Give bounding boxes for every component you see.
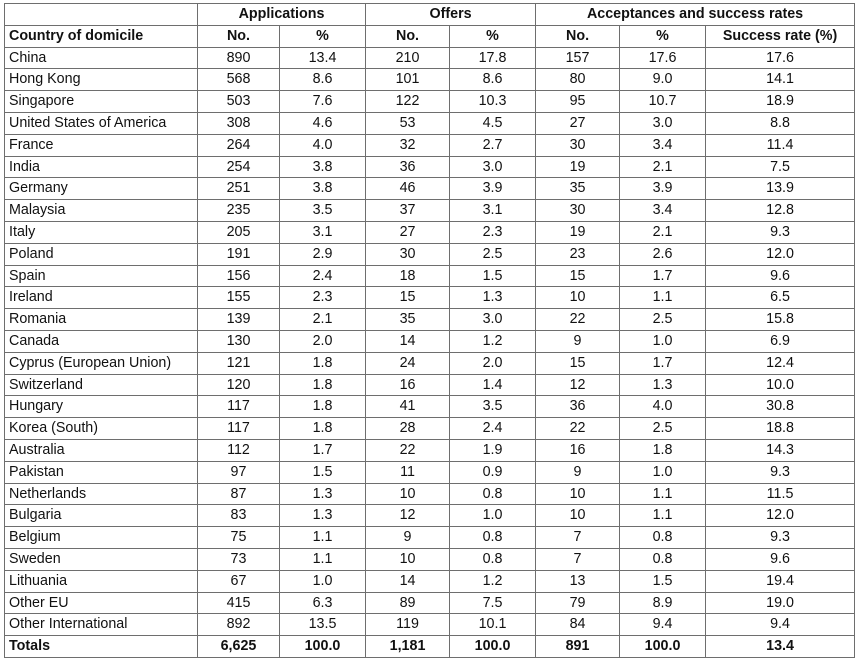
off-pct-cell: 1.3 — [450, 287, 536, 309]
acc-no-cell: 7 — [536, 548, 620, 570]
success-rate-cell: 18.9 — [706, 91, 855, 113]
acc-no-cell: 15 — [536, 265, 620, 287]
table-row — [5, 287, 855, 309]
app-pct-cell: 3.8 — [280, 178, 366, 200]
acc-pct-cell: 3.0 — [620, 112, 706, 134]
table-row — [5, 570, 855, 592]
acc-no-cell: 30 — [536, 200, 620, 222]
country-cell: Netherlands — [5, 483, 198, 505]
country-cell: Other EU — [5, 592, 198, 614]
off-pct-cell: 7.5 — [450, 592, 536, 614]
country-cell: Belgium — [5, 527, 198, 549]
totals-success-rate: 13.4 — [706, 636, 855, 658]
totals-off-no: 1,181 — [366, 636, 450, 658]
acc-pct-cell: 8.9 — [620, 592, 706, 614]
country-cell: Cyprus (European Union) — [5, 352, 198, 374]
success-rate-cell: 13.9 — [706, 178, 855, 200]
off-no-cell: 10 — [366, 483, 450, 505]
off-no-cell: 12 — [366, 505, 450, 527]
acc-no-cell: 79 — [536, 592, 620, 614]
acc-pct-header: % — [620, 25, 706, 47]
applications-group-header: Applications — [198, 4, 366, 26]
table-row — [5, 265, 855, 287]
app-no-cell: 205 — [198, 221, 280, 243]
app-pct-cell: 13.5 — [280, 614, 366, 636]
off-no-cell: 18 — [366, 265, 450, 287]
app-no-cell: 254 — [198, 156, 280, 178]
off-no-cell: 22 — [366, 439, 450, 461]
country-cell: Canada — [5, 330, 198, 352]
acc-no-cell: 10 — [536, 287, 620, 309]
acc-no-cell: 16 — [536, 439, 620, 461]
off-pct-cell: 2.7 — [450, 134, 536, 156]
table-row — [5, 505, 855, 527]
success-rate-cell: 18.8 — [706, 418, 855, 440]
country-cell: India — [5, 156, 198, 178]
totals-row — [5, 636, 855, 658]
success-rate-cell: 9.6 — [706, 548, 855, 570]
success-rate-cell: 7.5 — [706, 156, 855, 178]
app-pct-cell: 3.5 — [280, 200, 366, 222]
app-pct-cell: 2.9 — [280, 243, 366, 265]
acc-no-cell: 12 — [536, 374, 620, 396]
country-cell: Singapore — [5, 91, 198, 113]
acc-pct-cell: 2.5 — [620, 309, 706, 331]
country-cell: Sweden — [5, 548, 198, 570]
table-row — [5, 352, 855, 374]
off-no-cell: 14 — [366, 330, 450, 352]
acc-no-cell: 22 — [536, 309, 620, 331]
acc-no-cell: 36 — [536, 396, 620, 418]
off-pct-cell: 2.5 — [450, 243, 536, 265]
acc-no-cell: 157 — [536, 47, 620, 69]
app-pct-cell: 2.1 — [280, 309, 366, 331]
success-rate-cell: 12.0 — [706, 243, 855, 265]
app-pct-cell: 4.0 — [280, 134, 366, 156]
off-pct-cell: 0.8 — [450, 527, 536, 549]
off-pct-cell: 10.1 — [450, 614, 536, 636]
app-no-cell: 139 — [198, 309, 280, 331]
acc-no-cell: 19 — [536, 156, 620, 178]
applications-table — [4, 3, 855, 658]
app-no-cell: 156 — [198, 265, 280, 287]
acc-pct-cell: 9.4 — [620, 614, 706, 636]
table-row — [5, 91, 855, 113]
off-no-cell: 35 — [366, 309, 450, 331]
table-row — [5, 69, 855, 91]
app-pct-cell: 1.1 — [280, 527, 366, 549]
app-no-cell: 191 — [198, 243, 280, 265]
acc-pct-cell: 4.0 — [620, 396, 706, 418]
app-no-cell: 75 — [198, 527, 280, 549]
success-rate-cell: 9.6 — [706, 265, 855, 287]
success-rate-cell: 9.3 — [706, 221, 855, 243]
app-no-cell: 117 — [198, 418, 280, 440]
success-rate-cell: 6.9 — [706, 330, 855, 352]
country-cell: Australia — [5, 439, 198, 461]
table-row — [5, 178, 855, 200]
off-pct-cell: 3.0 — [450, 156, 536, 178]
app-pct-cell: 3.1 — [280, 221, 366, 243]
app-pct-cell: 1.5 — [280, 461, 366, 483]
success-rate-cell: 8.8 — [706, 112, 855, 134]
off-pct-cell: 3.5 — [450, 396, 536, 418]
off-pct-cell: 17.8 — [450, 47, 536, 69]
acc-no-cell: 23 — [536, 243, 620, 265]
acc-no-cell: 80 — [536, 69, 620, 91]
app-no-cell: 155 — [198, 287, 280, 309]
off-pct-cell: 0.8 — [450, 548, 536, 570]
success-rate-cell: 9.4 — [706, 614, 855, 636]
table-row — [5, 527, 855, 549]
off-no-cell: 24 — [366, 352, 450, 374]
acc-no-cell: 19 — [536, 221, 620, 243]
success-rate-cell: 12.8 — [706, 200, 855, 222]
offers-group-header: Offers — [366, 4, 536, 26]
off-pct-cell: 3.0 — [450, 309, 536, 331]
off-no-cell: 119 — [366, 614, 450, 636]
success-rate-cell: 11.4 — [706, 134, 855, 156]
app-no-cell: 97 — [198, 461, 280, 483]
table-row — [5, 330, 855, 352]
success-rate-cell: 11.5 — [706, 483, 855, 505]
country-cell: China — [5, 47, 198, 69]
table-row — [5, 374, 855, 396]
off-pct-header: % — [450, 25, 536, 47]
app-no-cell: 117 — [198, 396, 280, 418]
app-pct-cell: 1.1 — [280, 548, 366, 570]
acc-no-cell: 10 — [536, 505, 620, 527]
app-no-cell: 130 — [198, 330, 280, 352]
acc-pct-cell: 2.6 — [620, 243, 706, 265]
table-row — [5, 439, 855, 461]
table-row — [5, 418, 855, 440]
app-no-cell: 251 — [198, 178, 280, 200]
off-pct-cell: 8.6 — [450, 69, 536, 91]
totals-app-pct: 100.0 — [280, 636, 366, 658]
app-no-header: No. — [198, 25, 280, 47]
totals-label: Totals — [5, 636, 198, 658]
off-no-cell: 30 — [366, 243, 450, 265]
country-cell: Lithuania — [5, 570, 198, 592]
off-no-cell: 46 — [366, 178, 450, 200]
app-no-cell: 503 — [198, 91, 280, 113]
app-pct-cell: 2.4 — [280, 265, 366, 287]
acc-pct-cell: 1.0 — [620, 461, 706, 483]
app-no-cell: 83 — [198, 505, 280, 527]
acc-no-cell: 35 — [536, 178, 620, 200]
off-pct-cell: 10.3 — [450, 91, 536, 113]
acc-pct-cell: 1.7 — [620, 352, 706, 374]
country-cell: United States of America — [5, 112, 198, 134]
country-cell: Germany — [5, 178, 198, 200]
country-cell: Hong Kong — [5, 69, 198, 91]
country-cell: Switzerland — [5, 374, 198, 396]
acc-pct-cell: 1.1 — [620, 287, 706, 309]
acc-pct-cell: 9.0 — [620, 69, 706, 91]
acc-no-cell: 9 — [536, 330, 620, 352]
success-rate-cell: 30.8 — [706, 396, 855, 418]
table-row — [5, 309, 855, 331]
app-pct-cell: 7.6 — [280, 91, 366, 113]
off-pct-cell: 0.8 — [450, 483, 536, 505]
column-header-row — [5, 25, 855, 47]
blank-header-cell — [5, 4, 198, 26]
acc-pct-cell: 1.7 — [620, 265, 706, 287]
acc-pct-cell: 1.3 — [620, 374, 706, 396]
acc-pct-cell: 0.8 — [620, 527, 706, 549]
success-rate-cell: 12.0 — [706, 505, 855, 527]
off-pct-cell: 1.4 — [450, 374, 536, 396]
off-pct-cell: 1.2 — [450, 330, 536, 352]
off-no-cell: 101 — [366, 69, 450, 91]
app-no-cell: 235 — [198, 200, 280, 222]
country-cell: Spain — [5, 265, 198, 287]
acc-pct-cell: 1.1 — [620, 483, 706, 505]
acc-no-cell: 13 — [536, 570, 620, 592]
table-row — [5, 483, 855, 505]
app-no-cell: 112 — [198, 439, 280, 461]
off-pct-cell: 2.0 — [450, 352, 536, 374]
off-no-cell: 53 — [366, 112, 450, 134]
acc-no-cell: 27 — [536, 112, 620, 134]
app-pct-cell: 8.6 — [280, 69, 366, 91]
off-pct-cell: 1.5 — [450, 265, 536, 287]
acc-pct-cell: 3.4 — [620, 134, 706, 156]
acc-pct-cell: 3.9 — [620, 178, 706, 200]
off-no-cell: 36 — [366, 156, 450, 178]
acc-no-cell: 84 — [536, 614, 620, 636]
off-pct-cell: 3.9 — [450, 178, 536, 200]
acc-pct-cell: 1.1 — [620, 505, 706, 527]
table-row — [5, 134, 855, 156]
table-row — [5, 461, 855, 483]
acc-no-header: No. — [536, 25, 620, 47]
app-pct-cell: 13.4 — [280, 47, 366, 69]
country-cell: Korea (South) — [5, 418, 198, 440]
off-no-cell: 89 — [366, 592, 450, 614]
country-column-header: Country of domicile — [5, 25, 198, 47]
off-no-cell: 15 — [366, 287, 450, 309]
success-rate-cell: 15.8 — [706, 309, 855, 331]
table-row — [5, 112, 855, 134]
success-rate-cell: 14.1 — [706, 69, 855, 91]
acc-no-cell: 22 — [536, 418, 620, 440]
off-no-cell: 28 — [366, 418, 450, 440]
country-cell: France — [5, 134, 198, 156]
success-rate-cell: 19.4 — [706, 570, 855, 592]
success-rate-cell: 9.3 — [706, 461, 855, 483]
app-no-cell: 264 — [198, 134, 280, 156]
acc-pct-cell: 1.8 — [620, 439, 706, 461]
off-no-cell: 14 — [366, 570, 450, 592]
table-row — [5, 396, 855, 418]
acc-pct-cell: 0.8 — [620, 548, 706, 570]
app-pct-cell: 1.0 — [280, 570, 366, 592]
country-cell: Other International — [5, 614, 198, 636]
app-pct-cell: 2.3 — [280, 287, 366, 309]
table-row — [5, 243, 855, 265]
success-rate-cell: 19.0 — [706, 592, 855, 614]
app-no-cell: 121 — [198, 352, 280, 374]
acc-no-cell: 10 — [536, 483, 620, 505]
group-header-row — [5, 4, 855, 26]
country-cell: Bulgaria — [5, 505, 198, 527]
country-cell: Hungary — [5, 396, 198, 418]
app-pct-cell: 2.0 — [280, 330, 366, 352]
totals-acc-pct: 100.0 — [620, 636, 706, 658]
off-pct-cell: 2.4 — [450, 418, 536, 440]
acc-pct-cell: 3.4 — [620, 200, 706, 222]
success-rate-cell: 14.3 — [706, 439, 855, 461]
table-row — [5, 548, 855, 570]
off-no-cell: 16 — [366, 374, 450, 396]
off-no-cell: 10 — [366, 548, 450, 570]
app-pct-cell: 1.8 — [280, 418, 366, 440]
off-no-header: No. — [366, 25, 450, 47]
app-pct-cell: 1.8 — [280, 396, 366, 418]
off-no-cell: 41 — [366, 396, 450, 418]
app-no-cell: 308 — [198, 112, 280, 134]
off-no-cell: 9 — [366, 527, 450, 549]
app-pct-cell: 1.7 — [280, 439, 366, 461]
off-no-cell: 122 — [366, 91, 450, 113]
app-pct-cell: 1.8 — [280, 352, 366, 374]
off-pct-cell: 1.0 — [450, 505, 536, 527]
acc-no-cell: 9 — [536, 461, 620, 483]
table-row — [5, 614, 855, 636]
app-no-cell: 87 — [198, 483, 280, 505]
success-rate-cell: 12.4 — [706, 352, 855, 374]
off-no-cell: 32 — [366, 134, 450, 156]
acceptances-group-header: Acceptances and success rates — [536, 4, 855, 26]
off-pct-cell: 3.1 — [450, 200, 536, 222]
acc-pct-cell: 2.1 — [620, 156, 706, 178]
app-pct-cell: 1.3 — [280, 505, 366, 527]
country-cell: Malaysia — [5, 200, 198, 222]
off-no-cell: 11 — [366, 461, 450, 483]
acc-pct-cell: 10.7 — [620, 91, 706, 113]
off-pct-cell: 4.5 — [450, 112, 536, 134]
app-pct-cell: 6.3 — [280, 592, 366, 614]
acc-no-cell: 95 — [536, 91, 620, 113]
acc-pct-cell: 2.1 — [620, 221, 706, 243]
acc-pct-cell: 17.6 — [620, 47, 706, 69]
success-rate-cell: 17.6 — [706, 47, 855, 69]
app-pct-cell: 4.6 — [280, 112, 366, 134]
app-pct-cell: 1.8 — [280, 374, 366, 396]
app-no-cell: 415 — [198, 592, 280, 614]
country-cell: Italy — [5, 221, 198, 243]
success-rate-header: Success rate (%) — [706, 25, 855, 47]
table-row — [5, 47, 855, 69]
acc-pct-cell: 2.5 — [620, 418, 706, 440]
totals-app-no: 6,625 — [198, 636, 280, 658]
totals-off-pct: 100.0 — [450, 636, 536, 658]
off-pct-cell: 1.2 — [450, 570, 536, 592]
acc-no-cell: 7 — [536, 527, 620, 549]
off-no-cell: 27 — [366, 221, 450, 243]
table-row — [5, 592, 855, 614]
app-no-cell: 568 — [198, 69, 280, 91]
country-cell: Poland — [5, 243, 198, 265]
app-no-cell: 73 — [198, 548, 280, 570]
app-no-cell: 67 — [198, 570, 280, 592]
acc-pct-cell: 1.0 — [620, 330, 706, 352]
app-no-cell: 120 — [198, 374, 280, 396]
totals-acc-no: 891 — [536, 636, 620, 658]
app-pct-cell: 1.3 — [280, 483, 366, 505]
success-rate-cell: 9.3 — [706, 527, 855, 549]
table-row — [5, 156, 855, 178]
off-no-cell: 37 — [366, 200, 450, 222]
off-pct-cell: 1.9 — [450, 439, 536, 461]
app-no-cell: 892 — [198, 614, 280, 636]
table-body — [5, 47, 855, 636]
off-no-cell: 210 — [366, 47, 450, 69]
country-cell: Ireland — [5, 287, 198, 309]
acc-no-cell: 30 — [536, 134, 620, 156]
app-pct-header: % — [280, 25, 366, 47]
table-row — [5, 221, 855, 243]
off-pct-cell: 0.9 — [450, 461, 536, 483]
off-pct-cell: 2.3 — [450, 221, 536, 243]
app-pct-cell: 3.8 — [280, 156, 366, 178]
acc-no-cell: 15 — [536, 352, 620, 374]
table-row — [5, 200, 855, 222]
success-rate-cell: 10.0 — [706, 374, 855, 396]
acc-pct-cell: 1.5 — [620, 570, 706, 592]
app-no-cell: 890 — [198, 47, 280, 69]
success-rate-cell: 6.5 — [706, 287, 855, 309]
country-cell: Romania — [5, 309, 198, 331]
country-cell: Pakistan — [5, 461, 198, 483]
